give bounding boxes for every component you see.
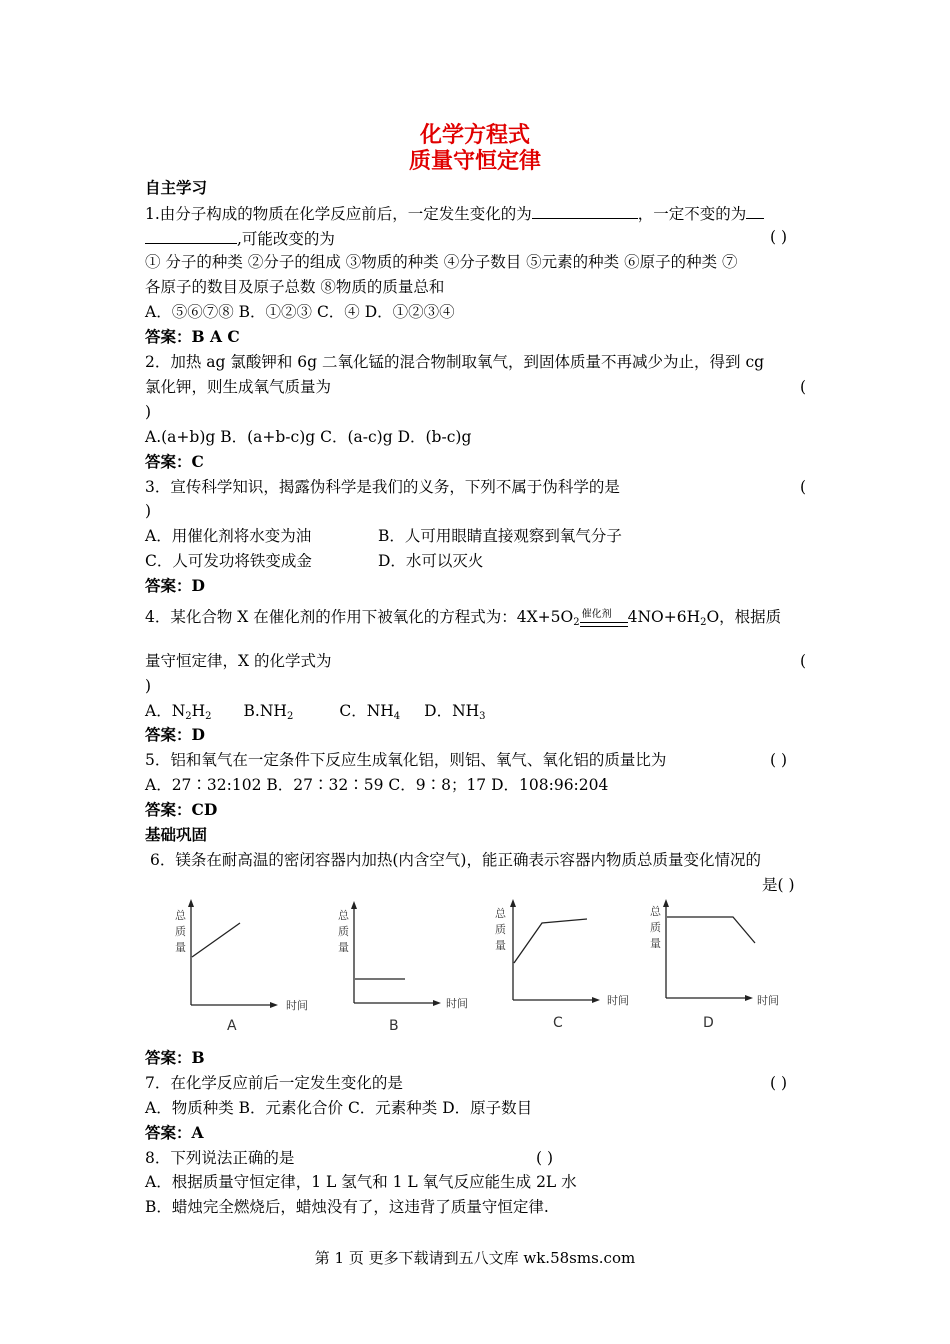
- q5-choices: A．27∶32:102 B．27∶32∶59 C．9∶8；17 D．108:96:204: [145, 776, 609, 794]
- q7-paren: ( ): [770, 1074, 788, 1092]
- graph-b-ylabel-3: 量: [338, 941, 349, 954]
- q3-option-c: C．人可发功将铁变成金: [145, 552, 312, 570]
- q5-answer: 答案：CD: [145, 800, 218, 819]
- graph-d-ylabel-1: 总: [650, 905, 661, 918]
- q2-line-1: 2．加热 ag 氯酸钾和 6g 二氧化锰的混合物制取氧气，到固体质量不再减少为止，得到 cg: [145, 353, 765, 371]
- q7-line-1: 7．在化学反应前后一定发生变化的是: [145, 1074, 403, 1092]
- q5-paren: ( ): [770, 751, 788, 769]
- q4-paren-open: (: [800, 652, 807, 670]
- section-heading-basic: 基础巩固: [145, 825, 208, 844]
- section-heading-self-study: 自主学习: [145, 178, 208, 197]
- q3-paren-close: ): [145, 502, 152, 520]
- graph-a: [170, 893, 290, 1043]
- q4-text-pre: 4．某化合物 X 在催化剂的作用下被氧化的方程式为：4X+5O: [145, 608, 574, 626]
- graph-c-y-arrow: [510, 899, 516, 907]
- q3-option-a: A．用催化剂将水变为油: [145, 527, 312, 545]
- graph-d-ylabel-3: 量: [650, 937, 661, 950]
- q4-answer: 答案：D: [145, 725, 205, 744]
- q8-paren: ( ): [536, 1149, 554, 1167]
- q2-answer: 答案：C: [145, 452, 204, 471]
- q4-sub-1: 2: [573, 617, 580, 628]
- graph-c-ylabel-1: 总: [495, 907, 506, 920]
- q4-line-1: [145, 607, 781, 633]
- q2-choices: A.(a+b)g B．(a+b-c)g C．(a-c)g D．(b-c)g: [145, 428, 472, 446]
- q4-catalyst-label: 催化剂: [581, 609, 612, 620]
- q3-option-b: B．人可用眼睛直接观察到氧气分子: [378, 527, 622, 545]
- q6-line-1: 6．镁条在耐高温的密闭容器内加热(内含空气)，能正确表示容器内物质总质量变化情况的: [150, 851, 761, 869]
- page-footer: 第 1 页 更多下载请到五八文库 wk.58sms.com: [314, 1249, 636, 1267]
- graph-d-x-arrow: [745, 995, 753, 1001]
- q1-line-2: [145, 227, 335, 249]
- q1-options-line-1: ① 分子的种类 ②分子的组成 ③物质的种类 ④分子数目 ⑤元素的种类 ⑥原子的种类 ⑦: [145, 253, 738, 271]
- q8-line-1: 8．下列说法正确的是: [145, 1149, 295, 1167]
- graph-b-xlabel: 时间: [446, 997, 468, 1010]
- q6-answer: 答案：B: [145, 1048, 205, 1067]
- graph-d: [645, 893, 770, 1043]
- q3-paren-open: (: [800, 478, 807, 496]
- graph-a-letter: A: [227, 1018, 237, 1034]
- q4-text-post: O，根据质: [706, 608, 782, 626]
- graph-b: [333, 893, 453, 1043]
- q4-choice-d: D．$NH_3$: [424, 702, 486, 722]
- q4-text-mid: 4NO+6H: [627, 608, 701, 626]
- q2-paren-close: ): [145, 403, 152, 421]
- q1-text-b: ，一定不变的为: [637, 205, 747, 223]
- graph-b-ylabel-1: 总: [338, 909, 349, 922]
- graph-c-letter: C: [553, 1015, 563, 1031]
- graph-c-x-arrow: [592, 997, 600, 1003]
- q5-line-1: 5．铝和氧气在一定条件下反应生成氧化铝，则铝、氧气、氧化铝的质量比为: [145, 751, 667, 769]
- q8-option-a: A．根据质量守恒定律，1 L 氢气和 1 L 氧气反应能生成 2L 水: [145, 1173, 577, 1191]
- q3-line-1: 3．宣传科学知识，揭露伪科学是我们的义务，下列不属于伪科学的是: [145, 478, 620, 496]
- graph-b-y-arrow: [351, 901, 357, 909]
- q4-paren-close: ): [145, 677, 152, 695]
- graph-c-ylabel-2: 质: [495, 923, 506, 936]
- q4-catalyst-arrow: [580, 607, 628, 627]
- q1-blank-2b: [145, 227, 237, 244]
- q4-choice-a: A．$N_2H_2$: [145, 702, 212, 722]
- q4-choice-c: C．$NH_4$: [339, 702, 401, 722]
- q2-paren-open: (: [800, 378, 807, 396]
- q1-options-line-2: 各原子的数目及原子总数 ⑧物质的质量总和: [145, 278, 445, 296]
- q2-line-2: 氯化钾，则生成氧气质量为: [145, 378, 332, 396]
- graph-b-x-arrow: [433, 1000, 441, 1006]
- graph-d-ylabel-2: 质: [650, 921, 661, 934]
- graph-a-xlabel: 时间: [286, 999, 308, 1012]
- q1-blank-1: [532, 202, 638, 219]
- q8-option-b: B．蜡烛完全燃烧后，蜡烛没有了，这违背了质量守恒定律.: [145, 1198, 549, 1216]
- graph-a-ylabel-1: 总: [175, 909, 186, 922]
- q1-choices: A．⑤⑥⑦⑧ B．①②③ C．④ D．①②③④: [145, 303, 455, 321]
- graph-a-ylabel-2: 质: [175, 925, 186, 938]
- q1-text-a: 1.由分子构成的物质在化学反应前后，一定发生变化的为: [145, 205, 532, 223]
- graph-a-ylabel-3: 量: [175, 941, 186, 954]
- graph-d-curve: [667, 917, 755, 943]
- graph-a-x-arrow: [270, 1002, 278, 1008]
- q4-choice-b: $B.NH_2$: [243, 702, 294, 722]
- graph-b-ylabel-2: 质: [338, 925, 349, 938]
- q3-answer: 答案：D: [145, 576, 205, 595]
- title-line-1: 化学方程式: [419, 122, 530, 148]
- graph-d-y-arrow: [663, 899, 669, 907]
- graph-a-y-arrow: [188, 899, 194, 907]
- graph-d-xlabel: 时间: [757, 994, 779, 1007]
- graph-c: [490, 893, 610, 1043]
- q1-line-1: [145, 202, 764, 224]
- graph-d-letter: D: [703, 1015, 714, 1031]
- q4-sub-2: 2: [700, 617, 707, 628]
- q3-option-d: D．水可以灭火: [378, 552, 484, 570]
- q1-blank-2a: [746, 202, 764, 219]
- graph-a-curve: [192, 923, 240, 957]
- graph-c-curve: [514, 919, 587, 963]
- q4-double-line: [580, 622, 628, 627]
- graph-c-xlabel: 时间: [607, 994, 629, 1007]
- graph-b-letter: B: [389, 1018, 399, 1034]
- q1-paren: ( ): [770, 228, 788, 246]
- graph-c-ylabel-3: 量: [495, 939, 506, 952]
- q6-line-2: 是( ): [762, 876, 795, 894]
- q7-answer: 答案：A: [145, 1123, 204, 1142]
- q4-choices: [145, 701, 486, 727]
- title-line-2: 质量守恒定律: [408, 148, 541, 174]
- q7-choices: A．物质种类 B．元素化合价 C．元素种类 D．原子数目: [145, 1099, 533, 1117]
- q4-line-2: 量守恒定律，X 的化学式为: [145, 652, 332, 670]
- q1-answer: 答案：B A C: [145, 327, 240, 346]
- q1-text-c: ,可能改变的为: [237, 230, 335, 248]
